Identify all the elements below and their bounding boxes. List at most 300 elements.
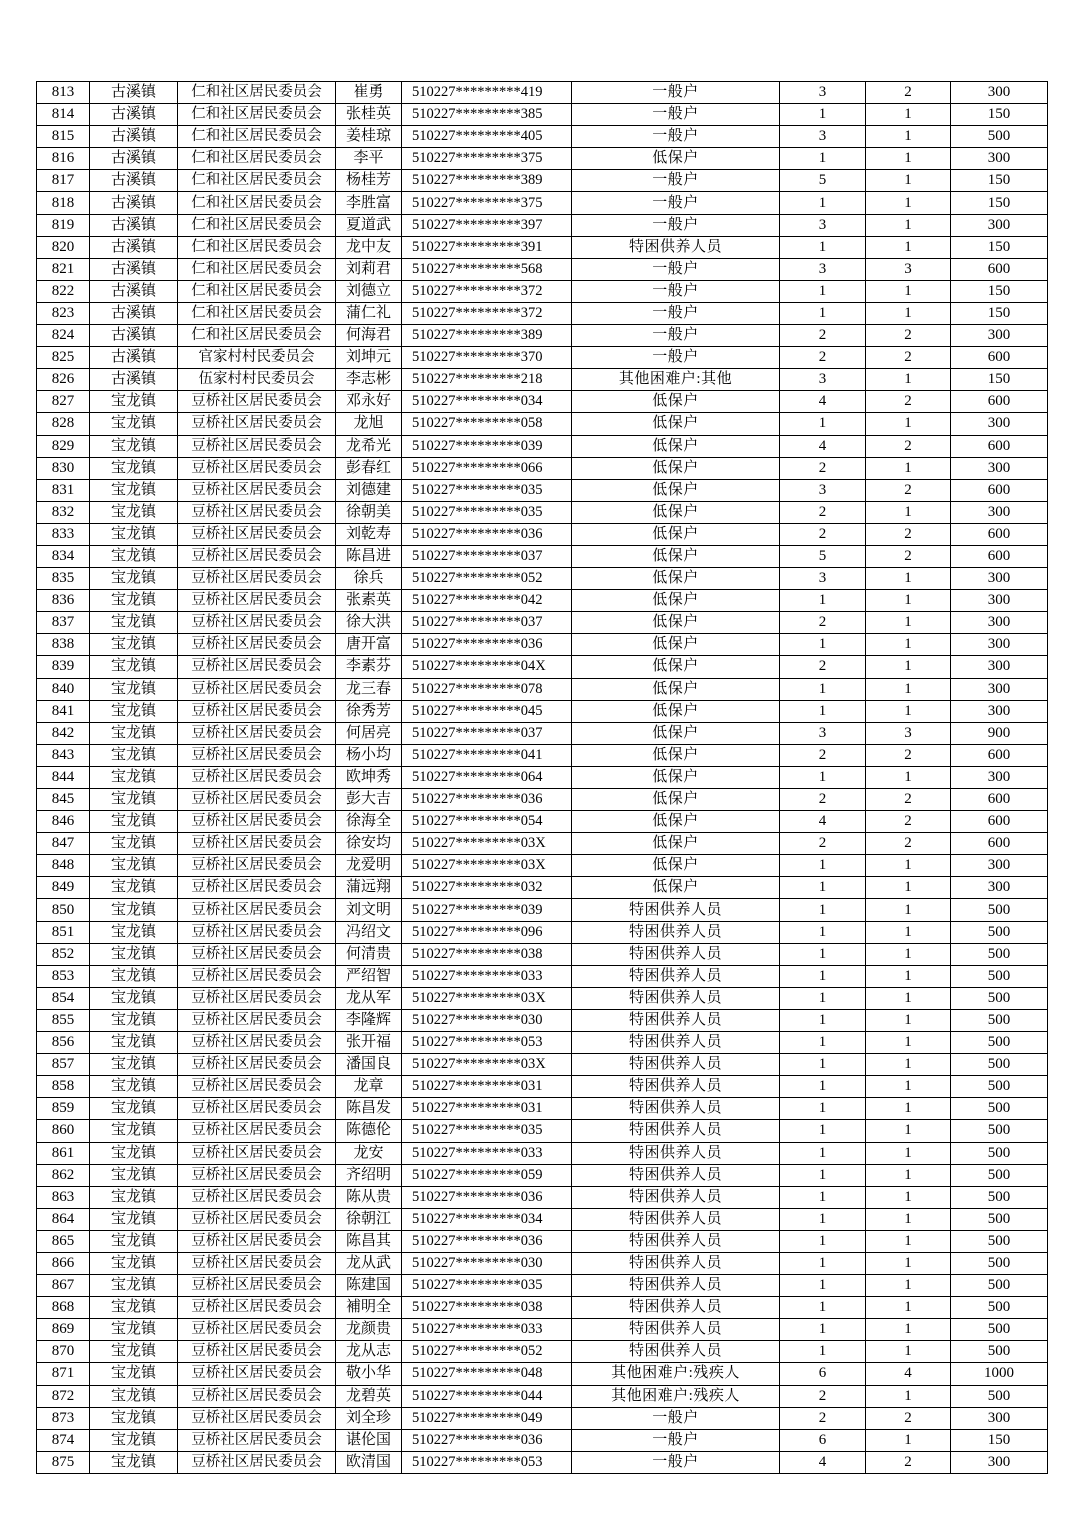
household-category-cell: 一般户	[572, 1407, 780, 1429]
row-number-cell: 818	[37, 192, 90, 214]
name-cell: 蒲仁礼	[336, 302, 402, 324]
household-category-cell: 特困供养人员	[572, 1230, 780, 1252]
amount-cell: 500	[951, 1098, 1048, 1120]
name-cell: 杨小均	[336, 744, 402, 766]
town-cell: 宝龙镇	[90, 1429, 178, 1451]
household-size-cell: 1	[780, 921, 866, 943]
household-category-cell: 一般户	[572, 325, 780, 347]
household-category-cell: 低保户	[572, 789, 780, 811]
village-committee-cell: 仁和社区居民委员会	[178, 258, 336, 280]
village-committee-cell: 豆桥社区居民委员会	[178, 943, 336, 965]
amount-cell: 500	[951, 1032, 1048, 1054]
household-category-cell: 低保户	[572, 148, 780, 170]
id-number-cell: 510227*********064	[402, 766, 572, 788]
name-cell: 陈从贵	[336, 1186, 402, 1208]
amount-cell: 500	[951, 1142, 1048, 1164]
household-category-cell: 低保户	[572, 678, 780, 700]
household-category-cell: 特困供养人员	[572, 1341, 780, 1363]
id-number-cell: 510227*********059	[402, 1164, 572, 1186]
beneficiary-count-cell: 2	[866, 744, 951, 766]
beneficiary-count-cell: 1	[866, 1054, 951, 1076]
id-number-cell: 510227*********036	[402, 789, 572, 811]
table-row	[37, 347, 1048, 369]
beneficiary-count-cell: 2	[866, 833, 951, 855]
village-committee-cell: 豆桥社区居民委员会	[178, 1275, 336, 1297]
household-category-cell: 低保户	[572, 811, 780, 833]
household-category-cell: 低保户	[572, 501, 780, 523]
beneficiary-count-cell: 1	[866, 1319, 951, 1341]
town-cell: 宝龙镇	[90, 1297, 178, 1319]
table-row	[37, 1341, 1048, 1363]
id-number-cell: 510227*********048	[402, 1363, 572, 1385]
row-number-cell: 819	[37, 214, 90, 236]
amount-cell: 500	[951, 1319, 1048, 1341]
beneficiary-count-cell: 1	[866, 1186, 951, 1208]
table-row	[37, 1186, 1048, 1208]
household-size-cell: 1	[780, 1009, 866, 1031]
household-category-cell: 特困供养人员	[572, 1297, 780, 1319]
village-committee-cell: 仁和社区居民委员会	[178, 104, 336, 126]
village-committee-cell: 豆桥社区居民委员会	[178, 722, 336, 744]
amount-cell: 600	[951, 435, 1048, 457]
id-number-cell: 510227*********039	[402, 899, 572, 921]
table-row	[37, 1164, 1048, 1186]
id-number-cell: 510227*********052	[402, 1341, 572, 1363]
town-cell: 宝龙镇	[90, 1120, 178, 1142]
row-number-cell: 851	[37, 921, 90, 943]
household-size-cell: 1	[780, 987, 866, 1009]
row-number-cell: 873	[37, 1407, 90, 1429]
id-number-cell: 510227*********568	[402, 258, 572, 280]
beneficiary-count-cell: 1	[866, 1098, 951, 1120]
beneficiary-count-cell: 2	[866, 1407, 951, 1429]
name-cell: 齐绍明	[336, 1164, 402, 1186]
town-cell: 古溪镇	[90, 325, 178, 347]
name-cell: 张桂英	[336, 104, 402, 126]
beneficiary-count-cell: 1	[866, 678, 951, 700]
id-number-cell: 510227*********039	[402, 435, 572, 457]
town-cell: 宝龙镇	[90, 656, 178, 678]
amount-cell: 300	[951, 700, 1048, 722]
beneficiary-count-cell: 1	[866, 943, 951, 965]
village-committee-cell: 豆桥社区居民委员会	[178, 1032, 336, 1054]
household-size-cell: 1	[780, 1142, 866, 1164]
name-cell: 李隆辉	[336, 1009, 402, 1031]
household-category-cell: 其他困难户:其他	[572, 369, 780, 391]
village-committee-cell: 豆桥社区居民委员会	[178, 789, 336, 811]
name-cell: 徐安均	[336, 833, 402, 855]
beneficiary-count-cell: 1	[866, 921, 951, 943]
household-size-cell: 1	[780, 965, 866, 987]
village-committee-cell: 豆桥社区居民委员会	[178, 612, 336, 634]
village-committee-cell: 豆桥社区居民委员会	[178, 413, 336, 435]
household-category-cell: 特困供养人员	[572, 1032, 780, 1054]
town-cell: 宝龙镇	[90, 943, 178, 965]
amount-cell: 150	[951, 280, 1048, 302]
row-number-cell: 825	[37, 347, 90, 369]
amount-cell: 600	[951, 789, 1048, 811]
amount-cell: 500	[951, 1275, 1048, 1297]
town-cell: 宝龙镇	[90, 1032, 178, 1054]
household-category-cell: 一般户	[572, 192, 780, 214]
table-row	[37, 258, 1048, 280]
name-cell: 李素芬	[336, 656, 402, 678]
amount-cell: 500	[951, 1186, 1048, 1208]
village-committee-cell: 豆桥社区居民委员会	[178, 1120, 336, 1142]
row-number-cell: 855	[37, 1009, 90, 1031]
town-cell: 宝龙镇	[90, 965, 178, 987]
village-committee-cell: 仁和社区居民委员会	[178, 325, 336, 347]
town-cell: 宝龙镇	[90, 1230, 178, 1252]
name-cell: 彭大吉	[336, 789, 402, 811]
table-row	[37, 479, 1048, 501]
id-number-cell: 510227*********030	[402, 1009, 572, 1031]
row-number-cell: 815	[37, 126, 90, 148]
row-number-cell: 870	[37, 1341, 90, 1363]
village-committee-cell: 豆桥社区居民委员会	[178, 700, 336, 722]
table-row	[37, 126, 1048, 148]
table-row	[37, 1363, 1048, 1385]
beneficiary-count-cell: 2	[866, 82, 951, 104]
row-number-cell: 831	[37, 479, 90, 501]
name-cell: 龙安	[336, 1142, 402, 1164]
beneficiary-count-cell: 1	[866, 1076, 951, 1098]
id-number-cell: 510227*********391	[402, 236, 572, 258]
village-committee-cell: 豆桥社区居民委员会	[178, 1098, 336, 1120]
amount-cell: 600	[951, 811, 1048, 833]
town-cell: 宝龙镇	[90, 435, 178, 457]
row-number-cell: 866	[37, 1252, 90, 1274]
town-cell: 宝龙镇	[90, 1186, 178, 1208]
id-number-cell: 510227*********03X	[402, 987, 572, 1009]
amount-cell: 500	[951, 987, 1048, 1009]
town-cell: 宝龙镇	[90, 700, 178, 722]
id-number-cell: 510227*********033	[402, 1319, 572, 1341]
row-number-cell: 828	[37, 413, 90, 435]
table-row	[37, 1009, 1048, 1031]
beneficiary-count-cell: 2	[866, 325, 951, 347]
amount-cell: 300	[951, 656, 1048, 678]
row-number-cell: 850	[37, 899, 90, 921]
amount-cell: 500	[951, 1385, 1048, 1407]
household-category-cell: 特困供养人员	[572, 1076, 780, 1098]
household-category-cell: 一般户	[572, 214, 780, 236]
row-number-cell: 841	[37, 700, 90, 722]
name-cell: 龙希光	[336, 435, 402, 457]
amount-cell: 500	[951, 1120, 1048, 1142]
id-number-cell: 510227*********031	[402, 1098, 572, 1120]
row-number-cell: 852	[37, 943, 90, 965]
amount-cell: 150	[951, 236, 1048, 258]
row-number-cell: 836	[37, 590, 90, 612]
town-cell: 宝龙镇	[90, 1385, 178, 1407]
table-row	[37, 1208, 1048, 1230]
table-row	[37, 590, 1048, 612]
id-number-cell: 510227*********041	[402, 744, 572, 766]
name-cell: 龙爱明	[336, 855, 402, 877]
amount-cell: 300	[951, 855, 1048, 877]
beneficiary-count-cell: 1	[866, 634, 951, 656]
beneficiary-count-cell: 2	[866, 435, 951, 457]
beneficiary-count-cell: 1	[866, 568, 951, 590]
town-cell: 宝龙镇	[90, 1142, 178, 1164]
village-committee-cell: 豆桥社区居民委员会	[178, 1451, 336, 1473]
household-size-cell: 1	[780, 1032, 866, 1054]
amount-cell: 600	[951, 833, 1048, 855]
table-row	[37, 678, 1048, 700]
town-cell: 宝龙镇	[90, 1252, 178, 1274]
amount-cell: 300	[951, 501, 1048, 523]
town-cell: 宝龙镇	[90, 1341, 178, 1363]
name-cell: 张素英	[336, 590, 402, 612]
household-size-cell: 1	[780, 1341, 866, 1363]
id-number-cell: 510227*********036	[402, 523, 572, 545]
id-number-cell: 510227*********031	[402, 1076, 572, 1098]
name-cell: 彭春红	[336, 457, 402, 479]
name-cell: 陈德伦	[336, 1120, 402, 1142]
household-category-cell: 低保户	[572, 435, 780, 457]
id-number-cell: 510227*********035	[402, 1120, 572, 1142]
name-cell: 谌伦国	[336, 1429, 402, 1451]
table-row	[37, 722, 1048, 744]
table-row	[37, 435, 1048, 457]
beneficiary-count-cell: 4	[866, 1363, 951, 1385]
table-row	[37, 656, 1048, 678]
amount-cell: 300	[951, 214, 1048, 236]
town-cell: 宝龙镇	[90, 1054, 178, 1076]
name-cell: 敬小华	[336, 1363, 402, 1385]
name-cell: 徐海全	[336, 811, 402, 833]
village-committee-cell: 仁和社区居民委员会	[178, 280, 336, 302]
id-number-cell: 510227*********03X	[402, 833, 572, 855]
household-category-cell: 低保户	[572, 877, 780, 899]
id-number-cell: 510227*********066	[402, 457, 572, 479]
household-category-cell: 特困供养人员	[572, 1186, 780, 1208]
town-cell: 宝龙镇	[90, 722, 178, 744]
id-number-cell: 510227*********053	[402, 1032, 572, 1054]
town-cell: 古溪镇	[90, 126, 178, 148]
name-cell: 龙颜贵	[336, 1319, 402, 1341]
amount-cell: 500	[951, 943, 1048, 965]
household-category-cell: 特困供养人员	[572, 921, 780, 943]
row-number-cell: 823	[37, 302, 90, 324]
household-category-cell: 低保户	[572, 722, 780, 744]
id-number-cell: 510227*********054	[402, 811, 572, 833]
village-committee-cell: 豆桥社区居民委员会	[178, 855, 336, 877]
household-category-cell: 一般户	[572, 280, 780, 302]
table-row	[37, 1451, 1048, 1473]
amount-cell: 300	[951, 325, 1048, 347]
id-number-cell: 510227*********038	[402, 943, 572, 965]
household-size-cell: 2	[780, 457, 866, 479]
town-cell: 宝龙镇	[90, 1451, 178, 1473]
amount-cell: 150	[951, 170, 1048, 192]
beneficiary-count-cell: 1	[866, 104, 951, 126]
household-size-cell: 1	[780, 236, 866, 258]
name-cell: 何居亮	[336, 722, 402, 744]
table-body	[37, 82, 1048, 1474]
row-number-cell: 875	[37, 1451, 90, 1473]
beneficiary-count-cell: 1	[866, 236, 951, 258]
household-size-cell: 3	[780, 214, 866, 236]
id-number-cell: 510227*********033	[402, 965, 572, 987]
household-size-cell: 3	[780, 568, 866, 590]
name-cell: 何海君	[336, 325, 402, 347]
town-cell: 宝龙镇	[90, 1098, 178, 1120]
household-size-cell: 2	[780, 833, 866, 855]
household-category-cell: 一般户	[572, 170, 780, 192]
town-cell: 宝龙镇	[90, 987, 178, 1009]
household-category-cell: 特困供养人员	[572, 1252, 780, 1274]
village-committee-cell: 豆桥社区居民委员会	[178, 1407, 336, 1429]
town-cell: 宝龙镇	[90, 678, 178, 700]
amount-cell: 600	[951, 391, 1048, 413]
household-category-cell: 低保户	[572, 855, 780, 877]
household-size-cell: 2	[780, 1407, 866, 1429]
name-cell: 张开福	[336, 1032, 402, 1054]
household-category-cell: 特困供养人员	[572, 1098, 780, 1120]
household-size-cell: 2	[780, 325, 866, 347]
id-number-cell: 510227*********034	[402, 1208, 572, 1230]
household-size-cell: 2	[780, 744, 866, 766]
household-category-cell: 特困供养人员	[572, 987, 780, 1009]
household-category-cell: 一般户	[572, 126, 780, 148]
name-cell: 刘德建	[336, 479, 402, 501]
name-cell: 严绍智	[336, 965, 402, 987]
row-number-cell: 869	[37, 1319, 90, 1341]
id-number-cell: 510227*********036	[402, 1186, 572, 1208]
amount-cell: 1000	[951, 1363, 1048, 1385]
household-size-cell: 1	[780, 302, 866, 324]
name-cell: 龙从军	[336, 987, 402, 1009]
name-cell: 陈建国	[336, 1275, 402, 1297]
beneficiary-count-cell: 1	[866, 987, 951, 1009]
beneficiary-count-cell: 1	[866, 1297, 951, 1319]
row-number-cell: 833	[37, 523, 90, 545]
table-row	[37, 369, 1048, 391]
row-number-cell: 863	[37, 1186, 90, 1208]
village-committee-cell: 豆桥社区居民委员会	[178, 744, 336, 766]
village-committee-cell: 仁和社区居民委员会	[178, 148, 336, 170]
household-category-cell: 一般户	[572, 258, 780, 280]
beneficiary-count-cell: 1	[866, 855, 951, 877]
beneficiary-count-cell: 2	[866, 811, 951, 833]
row-number-cell: 842	[37, 722, 90, 744]
village-committee-cell: 豆桥社区居民委员会	[178, 1429, 336, 1451]
village-committee-cell: 豆桥社区居民委员会	[178, 811, 336, 833]
household-size-cell: 1	[780, 192, 866, 214]
amount-cell: 600	[951, 545, 1048, 567]
id-number-cell: 510227*********03X	[402, 855, 572, 877]
town-cell: 宝龙镇	[90, 457, 178, 479]
household-category-cell: 特困供养人员	[572, 1319, 780, 1341]
id-number-cell: 510227*********042	[402, 590, 572, 612]
id-number-cell: 510227*********037	[402, 612, 572, 634]
id-number-cell: 510227*********035	[402, 479, 572, 501]
amount-cell: 500	[951, 921, 1048, 943]
household-size-cell: 4	[780, 435, 866, 457]
amount-cell: 300	[951, 877, 1048, 899]
beneficiary-count-cell: 1	[866, 700, 951, 722]
table-row	[37, 811, 1048, 833]
household-size-cell: 2	[780, 1385, 866, 1407]
beneficiary-count-cell: 1	[866, 1275, 951, 1297]
table-row	[37, 457, 1048, 479]
amount-cell: 500	[951, 1054, 1048, 1076]
town-cell: 宝龙镇	[90, 479, 178, 501]
table-row	[37, 1142, 1048, 1164]
town-cell: 宝龙镇	[90, 1164, 178, 1186]
table-row	[37, 1319, 1048, 1341]
name-cell: 陈昌发	[336, 1098, 402, 1120]
id-number-cell: 510227*********218	[402, 369, 572, 391]
household-size-cell: 1	[780, 899, 866, 921]
beneficiary-count-cell: 1	[866, 457, 951, 479]
table-row	[37, 1252, 1048, 1274]
household-size-cell: 2	[780, 501, 866, 523]
table-row	[37, 921, 1048, 943]
name-cell: 補明全	[336, 1297, 402, 1319]
household-size-cell: 3	[780, 479, 866, 501]
beneficiary-count-cell: 1	[866, 413, 951, 435]
id-number-cell: 510227*********405	[402, 126, 572, 148]
town-cell: 宝龙镇	[90, 1319, 178, 1341]
town-cell: 宝龙镇	[90, 634, 178, 656]
town-cell: 古溪镇	[90, 280, 178, 302]
household-size-cell: 4	[780, 1451, 866, 1473]
household-category-cell: 低保户	[572, 612, 780, 634]
row-number-cell: 829	[37, 435, 90, 457]
table-row	[37, 568, 1048, 590]
row-number-cell: 832	[37, 501, 90, 523]
town-cell: 古溪镇	[90, 302, 178, 324]
village-committee-cell: 豆桥社区居民委员会	[178, 1252, 336, 1274]
id-number-cell: 510227*********038	[402, 1297, 572, 1319]
id-number-cell: 510227*********049	[402, 1407, 572, 1429]
amount-cell: 500	[951, 965, 1048, 987]
beneficiary-count-cell: 1	[866, 1208, 951, 1230]
household-category-cell: 特困供养人员	[572, 1208, 780, 1230]
row-number-cell: 868	[37, 1297, 90, 1319]
household-category-cell: 特困供养人员	[572, 236, 780, 258]
name-cell: 徐兵	[336, 568, 402, 590]
village-committee-cell: 豆桥社区居民委员会	[178, 634, 336, 656]
village-committee-cell: 豆桥社区居民委员会	[178, 833, 336, 855]
household-size-cell: 1	[780, 590, 866, 612]
amount-cell: 300	[951, 590, 1048, 612]
row-number-cell: 848	[37, 855, 90, 877]
household-size-cell: 1	[780, 1054, 866, 1076]
amount-cell: 500	[951, 1009, 1048, 1031]
name-cell: 李胜富	[336, 192, 402, 214]
amount-cell: 600	[951, 523, 1048, 545]
amount-cell: 300	[951, 148, 1048, 170]
household-size-cell: 1	[780, 148, 866, 170]
beneficiary-count-cell: 1	[866, 501, 951, 523]
amount-cell: 300	[951, 413, 1048, 435]
village-committee-cell: 豆桥社区居民委员会	[178, 656, 336, 678]
beneficiary-count-cell: 2	[866, 789, 951, 811]
id-number-cell: 510227*********096	[402, 921, 572, 943]
household-category-cell: 一般户	[572, 104, 780, 126]
row-number-cell: 856	[37, 1032, 90, 1054]
row-number-cell: 874	[37, 1429, 90, 1451]
beneficiary-count-cell: 1	[866, 126, 951, 148]
row-number-cell: 826	[37, 369, 90, 391]
row-number-cell: 839	[37, 656, 90, 678]
household-size-cell: 6	[780, 1429, 866, 1451]
village-committee-cell: 豆桥社区居民委员会	[178, 479, 336, 501]
